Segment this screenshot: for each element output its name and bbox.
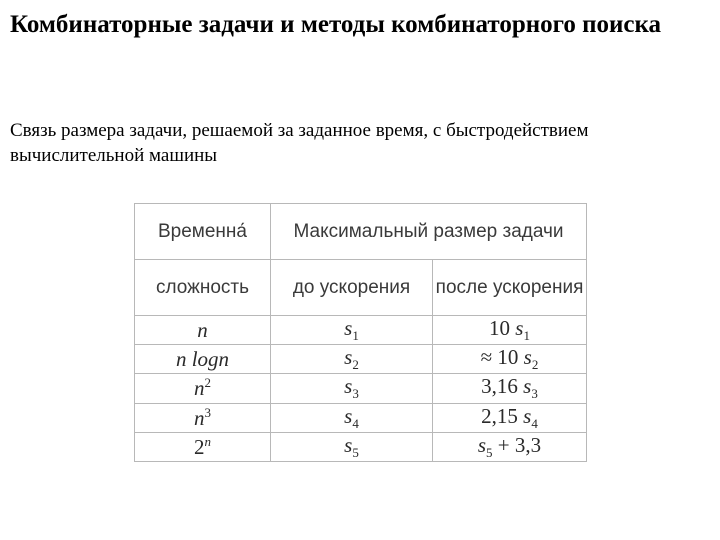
- complexity-cell: n: [135, 316, 271, 345]
- table-row: [135, 403, 587, 432]
- after-cell: $s_5 + 3,3$: [433, 432, 587, 461]
- header-complexity-top: Временна́: [135, 204, 271, 260]
- complexity-table: [134, 203, 587, 462]
- after-cell: 3,16 $s_3$: [433, 374, 587, 403]
- before-cell: $s_3$: [271, 374, 433, 403]
- after-cell: ≈ 10 $s_2$: [433, 345, 587, 374]
- complexity-cell: $n^3$: [135, 403, 271, 432]
- table-row: [135, 345, 587, 374]
- before-cell: $s_2$: [271, 345, 433, 374]
- header-after-speedup: после ускорения: [433, 260, 587, 316]
- table-row: [135, 374, 587, 403]
- after-cell: 10 $s_1$: [433, 316, 587, 345]
- complexity-table-container: [134, 203, 586, 461]
- complexity-cell: n logn: [135, 345, 271, 374]
- before-cell: $s_5$: [271, 432, 433, 461]
- header-max-size: Максимальный размер задачи: [271, 204, 587, 260]
- page-subtitle: Связь размера задачи, решаемой за заданное время, с быстродействием вычислительной машины: [10, 120, 589, 166]
- table-row: [135, 432, 587, 461]
- complexity-cell: 2$^n$: [135, 432, 271, 461]
- header-complexity-bottom: сложность: [135, 260, 271, 316]
- before-cell: $s_1$: [271, 316, 433, 345]
- after-cell: 2,15 $s_4$: [433, 403, 587, 432]
- page-title: Комбинаторные задачи и методы комбинаторного поиска: [10, 11, 662, 38]
- before-cell: $s_4$: [271, 403, 433, 432]
- complexity-cell: $n^2$: [135, 374, 271, 403]
- header-before-speedup: до ускорения: [271, 260, 433, 316]
- table-row: [135, 316, 587, 345]
